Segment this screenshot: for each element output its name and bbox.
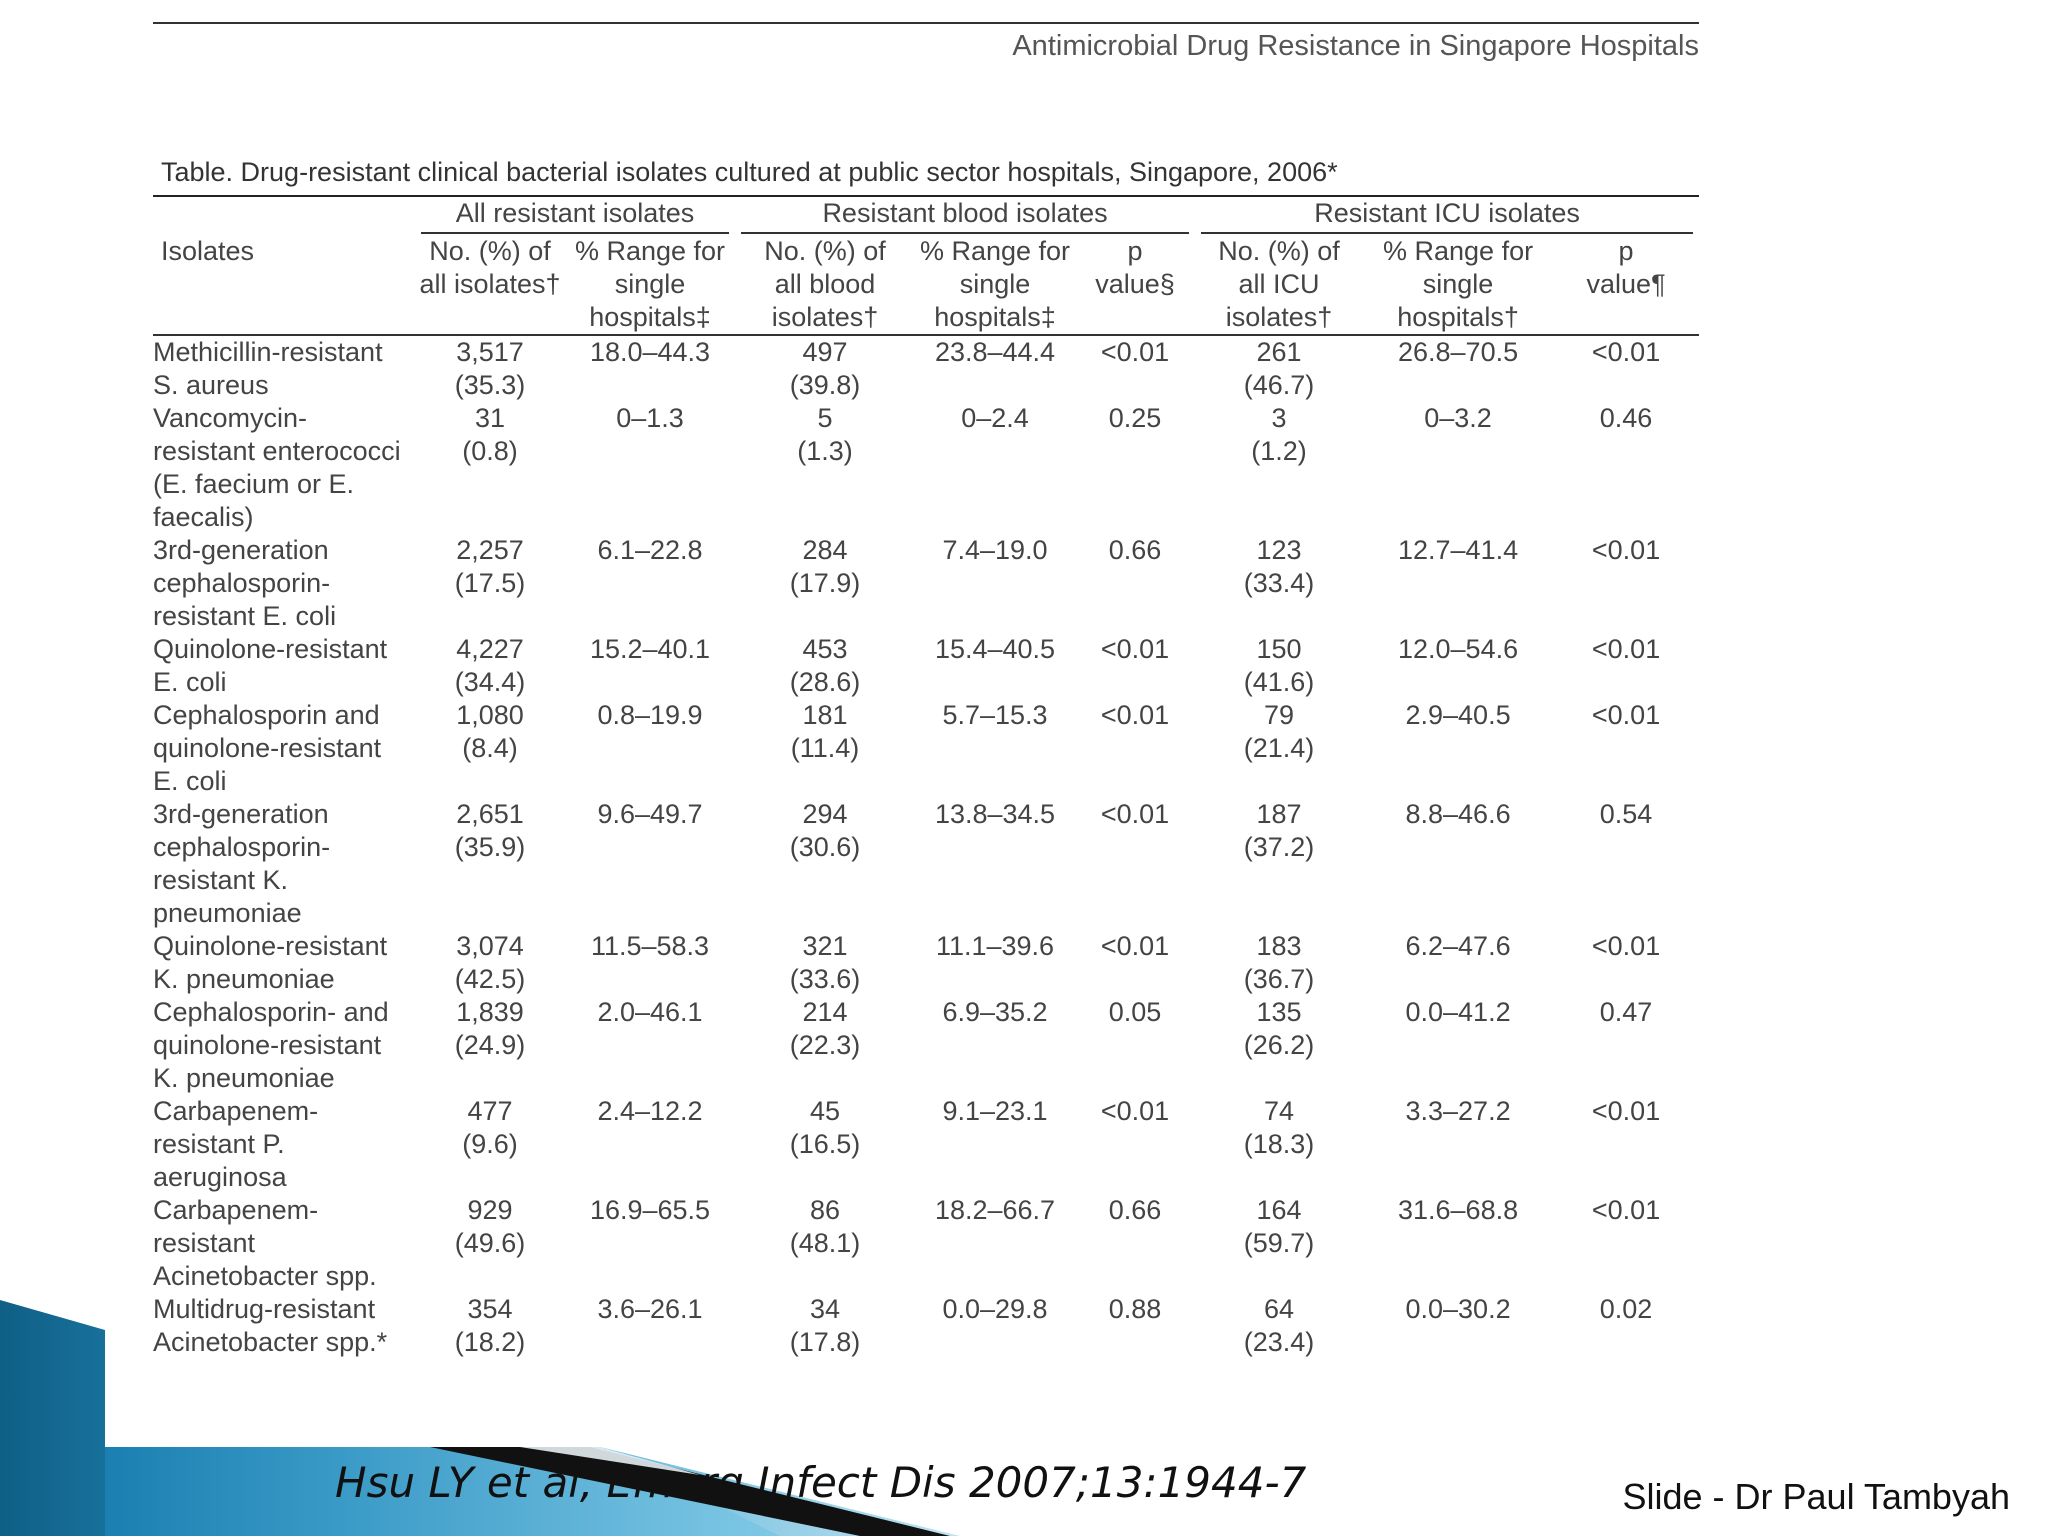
- column-header: p value§: [1075, 235, 1195, 335]
- table-cell: 0–1.3: [616, 403, 684, 433]
- table-cell: 0–2.4: [961, 403, 1029, 433]
- table-cell: 64 (23.4): [1243, 1294, 1315, 1357]
- table-cell: 477 (9.6): [462, 1096, 518, 1159]
- table-row: [153, 534, 1699, 633]
- table-cell: 0.47: [1599, 997, 1653, 1027]
- table-cell: 0.02: [1599, 1294, 1653, 1324]
- group-spacer: [153, 196, 415, 235]
- table-cell: 123 (33.4): [1243, 535, 1315, 598]
- table-cell: 23.8–44.4: [934, 337, 1056, 367]
- isolate-name: 3rd-generation cephalosporin- resistant E. coli: [153, 535, 337, 631]
- table-cell: 5.7–15.3: [942, 700, 1048, 730]
- table-cell: <0.01: [1591, 337, 1661, 367]
- table-caption: Table. Drug-resistant clinical bacterial isolates cultured at public sector hospitals, Singapore, 2006*: [161, 157, 1338, 187]
- table-cell: <0.01: [1100, 337, 1170, 367]
- table-cell: 86 (48.1): [789, 1195, 861, 1258]
- table-cell: 18.2–66.7: [934, 1195, 1056, 1225]
- table-cell: 1,080 (8.4): [456, 700, 524, 763]
- table-cell: 15.2–40.1: [589, 634, 711, 664]
- table-cell: 0.66: [1108, 535, 1162, 565]
- table-cell: 0.0–30.2: [1405, 1294, 1511, 1324]
- isolate-name: Methicillin-resistant S. aureus: [153, 337, 383, 400]
- isolate-name: Quinolone-resistant K. pneumoniae: [153, 931, 388, 994]
- table-cell: <0.01: [1100, 634, 1170, 664]
- table-cell: 261 (46.7): [1243, 337, 1315, 400]
- table-cell: 79 (21.4): [1243, 700, 1315, 763]
- isolate-name: Multidrug-resistant Acinetobacter spp.*: [153, 1294, 388, 1357]
- isolate-name: Quinolone-resistant E. coli: [153, 634, 388, 697]
- isolate-name: Cephalosporin- and quinolone-resistant K. pneumoniae: [153, 997, 389, 1093]
- column-header: No. (%) of all blood isolates†: [735, 235, 915, 335]
- group-header-blood: Resistant blood isolates: [735, 196, 1195, 235]
- table-cell: 135 (26.2): [1243, 997, 1315, 1060]
- table-row: [153, 798, 1699, 930]
- isolate-name: 3rd-generation cephalosporin- resistant K. pneumoniae: [153, 799, 331, 928]
- column-header: No. (%) of all ICU isolates†: [1195, 235, 1363, 335]
- table-cell: 2,651 (35.9): [454, 799, 526, 862]
- table-row: [153, 402, 1699, 534]
- table-cell: 3,074 (42.5): [454, 931, 526, 994]
- running-header: Antimicrobial Drug Resistance in Singapore Hospitals: [1012, 30, 1699, 62]
- table-cell: <0.01: [1591, 634, 1661, 664]
- slide-credit: Slide - Dr Paul Tambyah: [1622, 1476, 2010, 1517]
- table-cell: 16.9–65.5: [589, 1195, 711, 1225]
- table-cell: 0.46: [1599, 403, 1653, 433]
- table-cell: 34 (17.8): [789, 1294, 861, 1357]
- table-cell: 3 (1.2): [1251, 403, 1307, 466]
- column-header: No. (%) of all isolates†: [415, 235, 565, 335]
- table-row: [153, 633, 1699, 699]
- table-cell: 0.25: [1108, 403, 1162, 433]
- table-cell: 4,227 (34.4): [454, 634, 526, 697]
- table-cell: <0.01: [1100, 931, 1170, 961]
- table-cell: 183 (36.7): [1243, 931, 1315, 994]
- table-cell: 15.4–40.5: [934, 634, 1056, 664]
- table-cell: 6.2–47.6: [1405, 931, 1511, 961]
- table-cell: 11.5–58.3: [590, 931, 710, 961]
- table-cell: 0.0–41.2: [1405, 997, 1511, 1027]
- table-cell: 0.54: [1599, 799, 1653, 829]
- column-header-isolates: Isolates: [153, 235, 415, 335]
- table-cell: <0.01: [1591, 1096, 1661, 1126]
- table-cell: 9.1–23.1: [942, 1096, 1048, 1126]
- table-cell: 26.8–70.5: [1397, 337, 1519, 367]
- table-cell: 2.9–40.5: [1405, 700, 1511, 730]
- table-cell: 354 (18.2): [454, 1294, 526, 1357]
- table-cell: 11.1–39.6: [935, 931, 1055, 961]
- table-cell: 0.8–19.9: [597, 700, 703, 730]
- table-cell: 2.4–12.2: [597, 1096, 703, 1126]
- table-cell: 0.0–29.8: [942, 1294, 1048, 1324]
- column-header: % Range for single hospitals‡: [915, 235, 1075, 335]
- isolate-name: Vancomycin- resistant enterococci (E. faecium or E. faecalis): [153, 403, 401, 532]
- group-header-icu: Resistant ICU isolates: [1195, 196, 1699, 235]
- table-cell: <0.01: [1591, 700, 1661, 730]
- table-cell: 3,517 (35.3): [454, 337, 526, 400]
- table-cell: 7.4–19.0: [942, 535, 1048, 565]
- table-cell: 5 (1.3): [797, 403, 853, 466]
- table-cell: 2,257 (17.5): [454, 535, 526, 598]
- table-cell: 497 (39.8): [789, 337, 861, 400]
- table-cell: <0.01: [1100, 799, 1170, 829]
- table-cell: 45 (16.5): [789, 1096, 861, 1159]
- citation: Hsu LY et al, Emerg Infect Dis 2007;13:1944-7: [335, 1458, 1307, 1507]
- table-cell: 187 (37.2): [1243, 799, 1315, 862]
- table-cell: 9.6–49.7: [597, 799, 703, 829]
- table-cell: 150 (41.6): [1243, 634, 1315, 697]
- column-header: % Range for single hospitals†: [1363, 235, 1553, 335]
- isolate-name: Carbapenem- resistant Acinetobacter spp.: [153, 1195, 377, 1291]
- table-cell: <0.01: [1591, 535, 1661, 565]
- table-cell: 214 (22.3): [789, 997, 861, 1060]
- header-rule: [153, 22, 1699, 24]
- table-row: [153, 335, 1699, 402]
- table-cell: 2.0–46.1: [597, 997, 703, 1027]
- table-cell: 3.6–26.1: [597, 1294, 703, 1324]
- table-cell: 0.05: [1108, 997, 1162, 1027]
- isolate-name: Cephalosporin and quinolone-resistant E. coli: [153, 700, 382, 796]
- table-cell: 8.8–46.6: [1405, 799, 1511, 829]
- group-header-all: All resistant isolates: [415, 196, 735, 235]
- table-cell: 1,839 (24.9): [454, 997, 526, 1060]
- table-cell: 18.0–44.3: [589, 337, 711, 367]
- table-cell: 74 (18.3): [1243, 1096, 1315, 1159]
- table-row: [153, 996, 1699, 1095]
- table-cell: 31 (0.8): [462, 403, 518, 466]
- table-cell: 453 (28.6): [789, 634, 861, 697]
- table-cell: 3.3–27.2: [1405, 1096, 1511, 1126]
- table-row: [153, 1194, 1699, 1293]
- table-cell: 181 (11.4): [790, 700, 860, 763]
- table-cell: 12.0–54.6: [1397, 634, 1519, 664]
- table-cell: <0.01: [1100, 700, 1170, 730]
- table-cell: 294 (30.6): [789, 799, 861, 862]
- column-header: % Range for single hospitals‡: [565, 235, 735, 335]
- table-cell: 164 (59.7): [1243, 1195, 1315, 1258]
- table-cell: 6.9–35.2: [942, 997, 1048, 1027]
- table-row: [153, 930, 1699, 996]
- table-cell: 284 (17.9): [789, 535, 861, 598]
- table-cell: 929 (49.6): [454, 1195, 526, 1258]
- table-cell: 31.6–68.8: [1397, 1195, 1519, 1225]
- table-cell: <0.01: [1100, 1096, 1170, 1126]
- table-row: [153, 699, 1699, 798]
- table-cell: <0.01: [1591, 931, 1661, 961]
- table-cell: 13.8–34.5: [934, 799, 1056, 829]
- resistance-table: [153, 195, 1699, 1371]
- table-cell: 6.1–22.8: [597, 535, 703, 565]
- table-cell: 321 (33.6): [789, 931, 861, 994]
- table-cell: 0.88: [1108, 1294, 1162, 1324]
- table-cell: 12.7–41.4: [1397, 535, 1519, 565]
- table-cell: <0.01: [1591, 1195, 1661, 1225]
- isolate-name: Carbapenem- resistant P. aeruginosa: [153, 1096, 319, 1192]
- table-cell: 0–3.2: [1424, 403, 1492, 433]
- table-cell: 0.66: [1108, 1195, 1162, 1225]
- table-row: [153, 1095, 1699, 1194]
- column-header: p value¶: [1553, 235, 1699, 335]
